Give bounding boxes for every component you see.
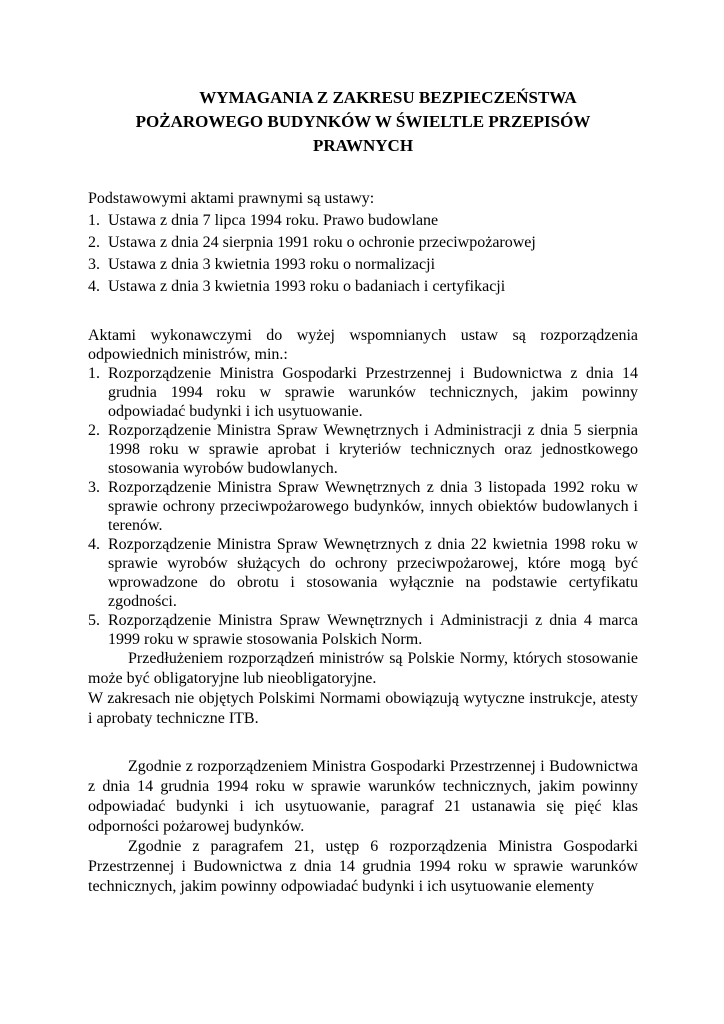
list-item	[88, 254, 638, 276]
document-title	[88, 86, 638, 158]
list-item-number: 5.	[88, 612, 100, 629]
polish-norms-paragraph: Przedłużeniem rozporządzeń ministrów są Polskie Normy, których stosowanie może być obligatoryjne lub nieobligatoryjne.	[88, 650, 638, 687]
list-item	[88, 232, 638, 254]
list-item	[88, 276, 638, 298]
list-item-text: Rozporządzenie Ministra Spraw Wewnętrznych z dnia 3 listopada 1992 roku w sprawie ochrony przeciwpożarowego budynków, innych obiektów budowlanych i terenów.	[108, 479, 638, 534]
list-item-text: Ustawa z dnia 24 sierpnia 1991 roku o ochronie przeciwpożarowej	[108, 234, 536, 251]
list-item	[88, 611, 638, 649]
itb-guidelines-paragraph: W zakresach nie objętych Polskimi Normami obowiązują wytyczne instrukcje, atesty i aprobaty techniczne ITB.	[88, 690, 638, 727]
list-item-text: Rozporządzenie Ministra Spraw Wewnętrznych i Administracji z dnia 4 marca 1999 roku w sprawie stosowania Polskich Norm.	[108, 612, 638, 648]
list-item	[88, 364, 638, 421]
list-item-number: 4.	[88, 536, 100, 553]
list-item-number: 3.	[88, 479, 100, 496]
exec-acts-intro: Aktami wykonawczymi do wyżej wspomnianych ustaw są rozporządzenia odpowiednich ministrów, min.:	[88, 327, 638, 363]
acts-list	[88, 210, 638, 298]
list-item-number: 1.	[88, 212, 100, 229]
list-item	[88, 421, 638, 478]
list-item-text: Rozporządzenie Ministra Spraw Wewnętrznych i Administracji z dnia 5 sierpnia 1998 roku w sprawie aprobat i kryteriów technicznych oraz jednostkowego stosowania wyrobów budowlanych.	[108, 422, 638, 477]
paragraph-21-paragraph: Zgodnie z paragrafem 21, ustęp 6 rozporządzenia Ministra Gospodarki Przestrzennej i Budownictwa z dnia 14 grudnia 1994 roku w sprawie warunków technicznych, jakim powinny odpowiadać budynki i ich usytuowanie elementy	[88, 838, 638, 895]
list-item-text: Ustawa z dnia 7 lipca 1994 roku. Prawo budowlane	[108, 212, 439, 229]
document-page	[88, 86, 638, 897]
acts-intro: Podstawowymi aktami prawnymi są ustawy:	[88, 190, 375, 207]
list-item-number: 3.	[88, 256, 100, 273]
list-item-number: 1.	[88, 365, 100, 382]
list-item-text: Rozporządzenie Ministra Gospodarki Przestrzennej i Budownictwa z dnia 14 grudnia 1994 roku w sprawie warunków technicznych, jakim powinny odpowiadać budynki i ich usytuowanie.	[108, 365, 638, 420]
title-line-2: POŻAROWEGO BUDYNKÓW W ŚWIELTLE PRZEPISÓW	[135, 112, 591, 131]
list-item-number: 2.	[88, 234, 100, 251]
title-line-1: WYMAGANIA Z ZAKRESU BEZPIECZEŃSTWA	[199, 88, 577, 107]
list-item-number: 2.	[88, 422, 100, 439]
list-item-number: 4.	[88, 278, 100, 295]
list-item-text: Rozporządzenie Ministra Spraw Wewnętrznych z dnia 22 kwietnia 1998 roku w sprawie wyrobów służących do ochrony przeciwpożarowej, które mogą być wprowadzone do obrotu i stosowania wyłącznie na podstawie certyfikatu zgodności.	[108, 536, 638, 610]
title-line-3: PRAWNYCH	[312, 136, 414, 155]
list-item-text: Ustawa z dnia 3 kwietnia 1993 roku o badaniach i certyfikacji	[108, 278, 506, 295]
list-item	[88, 478, 638, 535]
list-item-text: Ustawa z dnia 3 kwietnia 1993 roku o normalizacji	[108, 256, 436, 273]
list-item	[88, 535, 638, 611]
fire-resistance-classes-paragraph: Zgodnie z rozporządzeniem Ministra Gospodarki Przestrzennej i Budownictwa z dnia 14 grudnia 1994 roku w sprawie warunków technicznych, jakim powinny odpowiadać budynki i ich usytuowanie, paragraf 21 ustanawia się pięć klas odporności pożarowej budynków.	[88, 758, 638, 835]
regulations-list	[88, 364, 638, 649]
list-item	[88, 210, 638, 232]
